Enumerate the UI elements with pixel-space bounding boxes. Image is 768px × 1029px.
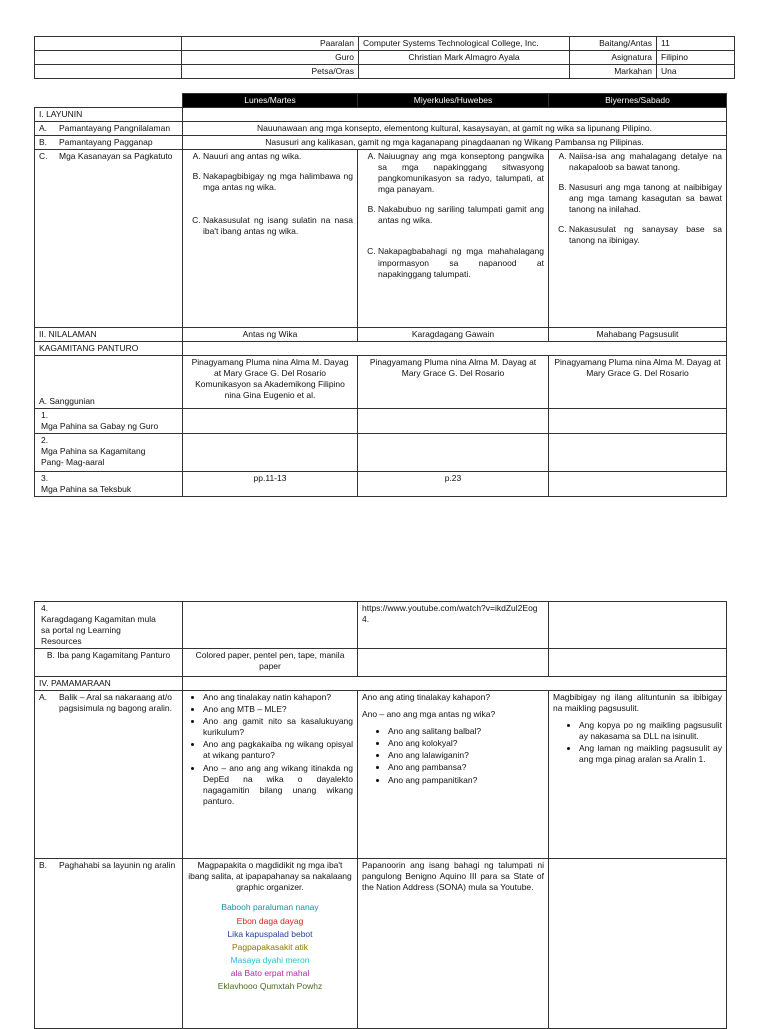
word-line: Pagpapakasakit atik xyxy=(231,941,309,952)
blank-cell xyxy=(358,649,549,677)
list-item: • Ano ang lalawiganin? xyxy=(388,750,544,761)
balik-aral-intro: Magbibigay ng ilang alituntunin sa ibibigay na maikling pagsusulit. xyxy=(553,692,722,714)
blank-cell xyxy=(183,342,727,356)
list-item: C. Nakasusulat ng sanaysay base sa tanong na ibinigay. xyxy=(569,224,722,246)
asignatura-value: Filipino xyxy=(657,51,735,65)
balik-aral-question-2: Ano – ano ang mga antas ng wika? xyxy=(362,709,496,720)
word-cloud xyxy=(187,901,353,993)
list-item: • Ano ang MTB – MLE? xyxy=(203,704,353,715)
blank-cell xyxy=(183,434,358,472)
list-item: • Ano – ano ang ang wikang itinakda ng DepEd na wika o dayalekto nagagamitin bilang unang wikang panturo. xyxy=(203,763,353,807)
karagdagang-kagamitan-label: 4.Karagdagang Kagamitan mula sa portal ng Learning Resources xyxy=(35,602,183,649)
list-item: B. Nasusuri ang mga tanong at naibibigay ang mga tamang kasagutan sa bawat tanong na inilahad. xyxy=(569,182,722,215)
blank-cell xyxy=(549,602,727,649)
list-item: • Ano ang salitang balbal? xyxy=(388,726,544,737)
balik-aral-question-1: Ano ang ating tinalakay kahapon? xyxy=(362,692,491,703)
blank-cell xyxy=(358,434,549,472)
pamantayang-pagganap-value: Nasusuri ang kalikasan, gamit ng mga kaganapang pinagdaanan ng Wikang Pambansa ng Pilipinas. xyxy=(183,136,727,150)
pamantayang-pangnilalaman-label: A. Pamantayang Pangnilalaman xyxy=(35,122,183,136)
kagamitang-mag-aaral-label: 2.Mga Pahina sa Kagamitang Pang- Mag-aaral xyxy=(35,434,183,472)
list-item: • Ano ang pagkakaiba ng wikang opisyal at wikang panturo? xyxy=(203,739,353,761)
iba-pang-kagamitan-col1: Colored paper, pentel pen, tape, manila paper xyxy=(183,649,358,677)
list-item: • Ang kopya po ng maikling pagsusulit ay nakasama sa DLL na isinulit. xyxy=(579,720,722,742)
blank-cell xyxy=(549,434,727,472)
balik-aral-label: A. Balik – Aral sa nakaraang at/o pagsisimula ng bagong aralin. xyxy=(35,691,183,859)
day-header-1: Lunes/Martes xyxy=(183,94,358,108)
list-item: C. Nakapagbabahagi ng mga mahahalagang impormasyon sa napanood at napakinggang talumpati. xyxy=(378,246,544,279)
teksbuk-col2: p.23 xyxy=(358,472,549,497)
lesson-plan-table-page1 xyxy=(34,93,727,497)
sanggunian-label: A. Sanggunian xyxy=(35,356,183,409)
blank-cell xyxy=(183,602,358,649)
word-line: Masaya dyahi meron xyxy=(230,955,310,966)
list-item: • Ano ang tinalakay natin kahapon? xyxy=(203,692,353,703)
lesson-plan-table-page2 xyxy=(34,601,727,1029)
pamantayang-pangnilalaman-value: Nauunawaan ang mga konsepto, elementong kultural, kasaysayan, at gamit ng wika sa lipunang Pilipino. xyxy=(183,122,727,136)
markahan-label: Markahan xyxy=(570,65,657,79)
petsa-label: Petsa/Oras xyxy=(182,65,359,79)
kasanayan-col2 xyxy=(358,150,549,328)
blank-cell xyxy=(358,409,549,434)
list-item: • Ang laman ng maikling pagsusulit ay ang mga pinag aralan sa Aralin 1. xyxy=(579,743,722,765)
pamantayang-pagganap-label: B. Pamantayang Pagganap xyxy=(35,136,183,150)
balik-aral-col1 xyxy=(183,691,358,859)
youtube-link[interactable]: https://www.youtube.com/watch?v=ikdZul2Eog4. xyxy=(358,602,549,649)
list-item: A. Naiisa-isa ang mahalagang detalye na nakapaloob sa bawat tanong. xyxy=(569,151,722,173)
guro-label: Guro xyxy=(182,51,359,65)
nilalaman-col3: Mahabang Pagsusulit xyxy=(549,328,727,342)
blank-cell xyxy=(549,409,727,434)
teksbuk-col1: pp.11-13 xyxy=(183,472,358,497)
sanggunian-col3: Pinagyamang Pluma nina Alma M. Dayag at Mary Grace G. Del Rosario xyxy=(549,356,727,409)
list-item: • Ano ang pambansa? xyxy=(388,762,544,773)
word-line: ala Bato erpat mahal xyxy=(230,968,310,979)
guro-value: Christian Mark Almagro Ayala xyxy=(359,51,570,65)
teksbuk-label: 3.Mga Pahina sa Teksbuk xyxy=(35,472,183,497)
section-layunin: I. LAYUNIN xyxy=(35,108,183,122)
iba-pang-kagamitan-label: B. Iba pang Kagamitang Panturo xyxy=(35,649,183,677)
paaralan-label: Paaralan xyxy=(182,37,359,51)
list-item: • Ano ang pampanitikan? xyxy=(388,775,544,786)
word-line: Eklavhooo Qumxtah Powhz xyxy=(217,981,323,992)
paghahabi-col1 xyxy=(183,859,358,1029)
paghahabi-instruction: Magpapakita o magdidikit ng mga iba't ibang salita, at ipapapahanay sa nakalaang graphic organizer. xyxy=(188,860,352,893)
kasanayan-col3 xyxy=(549,150,727,328)
kasanayan-label: C. Mga Kasanayan sa Pagkatuto xyxy=(35,150,183,328)
blank-cell xyxy=(183,409,358,434)
word-line: Ebon daga dayag xyxy=(236,915,304,926)
list-item: • Ano ang kolokyal? xyxy=(388,738,544,749)
day-header-2: Miyerkules/Huwebes xyxy=(358,94,549,108)
sanggunian-col2: Pinagyamang Pluma nina Alma M. Dayag at Mary Grace G. Del Rosario xyxy=(358,356,549,409)
list-item: A. Naiuugnay ang mga konseptong pangwika sa mga napakinggang sitwasyong pangkomunikasyon sa radyo, talumpati, at mga panayam. xyxy=(378,151,544,195)
paaralan-value: Computer Systems Technological College, Inc. xyxy=(359,37,570,51)
word-line: Lika kapuspalad bebot xyxy=(227,928,313,939)
list-item: B. Nakapagbibigay ng mga halimbawa ng mga antas ng wika. xyxy=(203,171,353,193)
paghahabi-col2: Papanoorin ang isang bahagi ng talumpati ni pangulong Benigno Aquino III para sa State of the Nation Address (SONA) mula sa Youtube. xyxy=(358,859,549,1029)
kasanayan-col1 xyxy=(183,150,358,328)
paghahabi-label: B. Paghahabi sa layunin ng aralin xyxy=(35,859,183,1029)
markahan-value: Una xyxy=(657,65,735,79)
blank-cell xyxy=(549,649,727,677)
list-item: A. Nauuri ang antas ng wika. xyxy=(203,151,353,162)
section-pamamaraan: IV. PAMAMARAAN xyxy=(35,677,183,691)
sanggunian-col1: Pinagyamang Pluma nina Alma M. Dayag at Mary Grace G. Del Rosario Komunikasyon sa Akademikong Filipino nina Gina Eugenio et al. xyxy=(183,356,358,409)
baitang-label: Baitang/Antas xyxy=(570,37,657,51)
baitang-value: 11 xyxy=(657,37,735,51)
petsa-value xyxy=(359,65,570,79)
nilalaman-col1: Antas ng Wika xyxy=(183,328,358,342)
gabay-guro-label: 1.Mga Pahina sa Gabay ng Guro xyxy=(35,409,183,434)
section-kagamitan: KAGAMITANG PANTURO xyxy=(35,342,183,356)
list-item: B. Nakabubuo ng sariling talumpati gamit ang antas ng wika. xyxy=(378,204,544,226)
balik-aral-col2 xyxy=(358,691,549,859)
header-blank xyxy=(35,94,183,108)
blank-cell xyxy=(549,859,727,1029)
blank-cell xyxy=(183,677,727,691)
day-header-3: Biyernes/Sabado xyxy=(549,94,727,108)
blank-cell xyxy=(35,37,182,51)
nilalaman-col2: Karagdagang Gawain xyxy=(358,328,549,342)
blank-cell xyxy=(35,65,182,79)
list-item: C. Nakasusulat ng isang sulatin na nasa iba't ibang antas ng wika. xyxy=(203,215,353,237)
balik-aral-col3 xyxy=(549,691,727,859)
list-item: • Ano ang gamit nito sa kasalukuyang kurikulum? xyxy=(203,716,353,738)
word-line: Babooh paraluman nanay xyxy=(221,902,319,913)
asignatura-label: Asignatura xyxy=(570,51,657,65)
blank-cell xyxy=(183,108,727,122)
school-info-table xyxy=(34,36,735,79)
section-nilalaman: II. NILALAMAN xyxy=(35,328,183,342)
blank-cell xyxy=(35,51,182,65)
teksbuk-col3 xyxy=(549,472,727,497)
